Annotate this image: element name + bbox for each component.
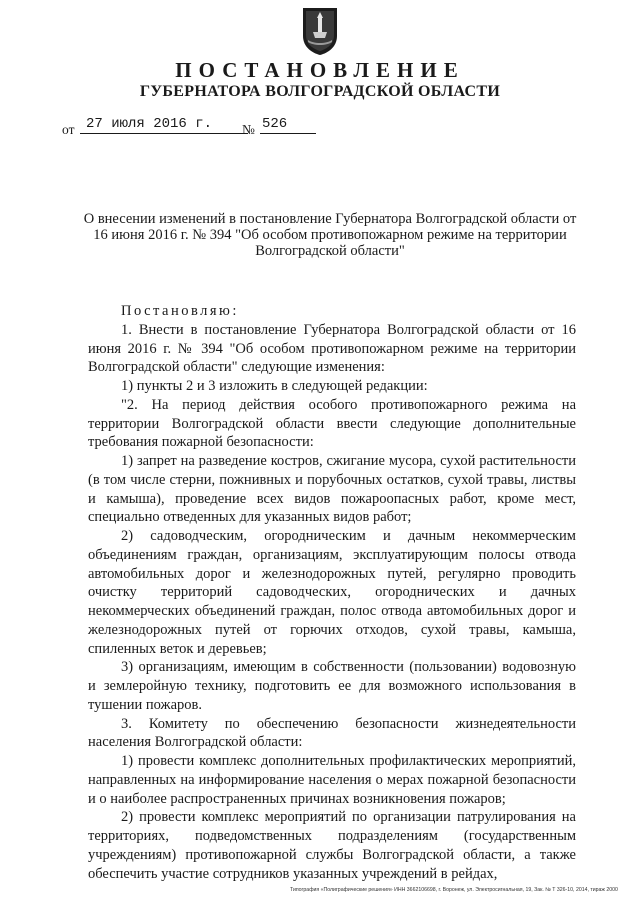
paragraph: 1) провести комплекс дополнительных профилактических мероприятий, направленных на информирование населения о мерах пожарной безопасности и о наиболее распространенных причинах возникновения пожаров; — [88, 753, 576, 807]
document-meta — [62, 116, 362, 138]
document-number: 526 — [260, 116, 316, 134]
paragraph: 3. Комитету по обеспечению безопасности жизнедеятельности населения Волгоградской области: — [88, 715, 576, 751]
document-date: 27 июля 2016 г. — [80, 116, 248, 134]
paragraph: 2) провести комплекс мероприятий по организации патрулирования на территориях, подведомственных подразделениям (государственным учреждениям) противопожарной службы Волгоградской области, а также обеспечить участие сотрудников указанных учреждений в рейдах, — [88, 809, 576, 882]
printer-imprint: Типография «Полиграфические решения» ИНН 3662106698, г. Воронеж, ул. Электросигнальная, 19, Зак. № Т 326-10, 2014, тираж 2000 — [290, 887, 618, 893]
paragraph: 1. Внести в постановление Губернатора Волгоградской области от 16 июня 2016 г. № 394 "Об особом противопожарном режиме на территории Волгоградской области" следующие изменения: — [88, 321, 576, 376]
paragraph: 1) пункты 2 и 3 изложить в следующей редакции: — [121, 378, 428, 394]
document-body — [88, 302, 576, 883]
number-label: № — [242, 122, 255, 137]
date-label: от — [62, 122, 75, 137]
paragraph: "2. На период действия особого противопожарного режима на территории Волгоградской области ввести следующие дополнительные требования пожарной безопасности: — [88, 396, 576, 451]
paragraph: 1) запрет на разведение костров, сжигание мусора, сухой растительности (в том числе стерни, пожнивных и порубочных остатков, сухой травы, листвы и камыша), проведение всех видов пожароопасных работ, кроме мест, специально отведенных для указанных видов работ; — [88, 453, 576, 526]
document-issuer: ГУБЕРНАТОРА ВОЛГОГРАДСКОЙ ОБЛАСТИ — [139, 83, 501, 100]
document-subject: О внесении изменений в постановление Губернатора Волгоградской области от 16 июня 2016 г. № 394 "Об особом противопожарном режиме на территории Волгоградской области" — [83, 211, 577, 259]
coat-of-arms-icon — [301, 6, 339, 56]
paragraph: 2) садоводческим, огородническим и дачным некоммерческим объединениям граждан, организациям, эксплуатирующим полосы отвода автомобильных дорог и железнодорожных путей, регулярно проводить очистку территорий садоводческих, огороднических и дачных некоммерческих объединений граждан, полос отвода автомобильных дорог и железнодорожных путей от горючих отходов, сухой травы, камыша, спиленных веток и деревьев; — [88, 528, 576, 657]
document-title: ПОСТАНОВЛЕНИЕ — [175, 58, 465, 82]
paragraph: Постановляю: — [121, 303, 239, 319]
paragraph: 3) организациям, имеющим в собственности (пользовании) водовозную и землеройную технику, подготовить ее для возможного использования в тушении пожаров. — [88, 659, 576, 713]
